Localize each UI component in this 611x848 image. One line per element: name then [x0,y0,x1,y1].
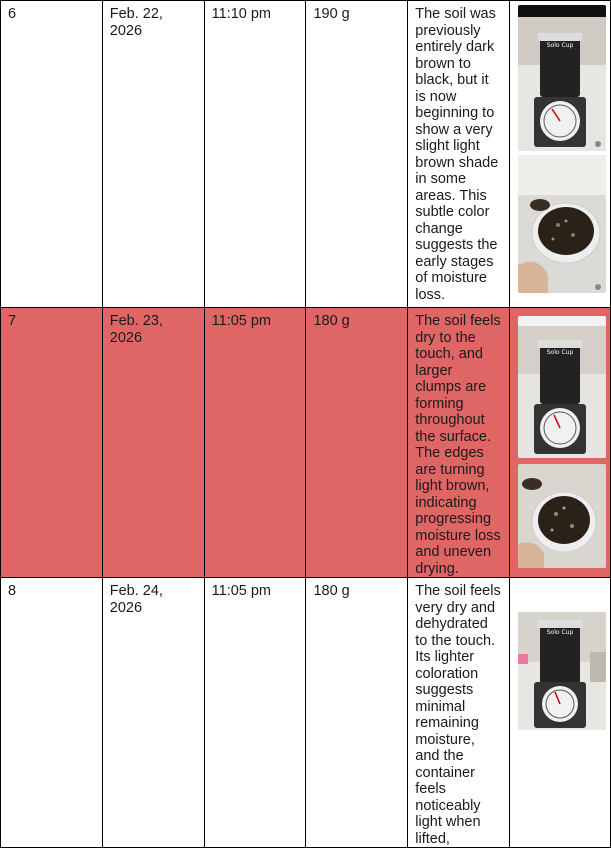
observation-cell: The soil was previously entirely dark brown to black, but it is now beginning to show a very slight light brown shade in some areas. This subtle color change suggests the early stages of moisture loss. [408,1,510,308]
mass-cell: 180 g [306,308,408,578]
time-cell: 11:05 pm [204,578,306,848]
scale-photo-icon [518,582,606,730]
time-cell: 11:05 pm [204,308,306,578]
soil-closeup-icon [518,464,606,568]
day-cell: 7 [1,308,103,578]
date-cell: Feb. 24, 2026 [102,578,204,848]
soil-closeup-icon [518,155,606,293]
table-row [1,578,611,848]
svg-text:Solo Cup: Solo Cup [546,42,574,49]
photo-cell [510,578,611,848]
svg-text:Solo Cup: Solo Cup [546,349,574,356]
date-cell: Feb. 22, 2026 [102,1,204,308]
time-cell: 11:10 pm [204,1,306,308]
day-cell: 6 [1,1,103,308]
svg-text:Solo Cup: Solo Cup [546,629,574,636]
scale-photo-icon [518,5,606,151]
date-cell: Feb. 23, 2026 [102,308,204,578]
mass-cell: 180 g [306,578,408,848]
day-cell: 8 [1,578,103,848]
table-row [1,1,611,308]
observation-cell: The soil feels dry to the touch, and larger clumps are forming throughout the surface. The edges are turning light brown, indicating progressing moisture loss and uneven drying. [408,308,510,578]
observation-cell: The soil feels very dry and dehydrated to the touch. Its lighter coloration suggests minimal remaining moisture, and the container feels noticeably light when lifted, [408,578,510,848]
photo-cell [510,308,611,578]
scale-photo-icon [518,316,606,458]
mass-cell: 190 g [306,1,408,308]
table-row [1,308,611,578]
photo-cell [510,1,611,308]
